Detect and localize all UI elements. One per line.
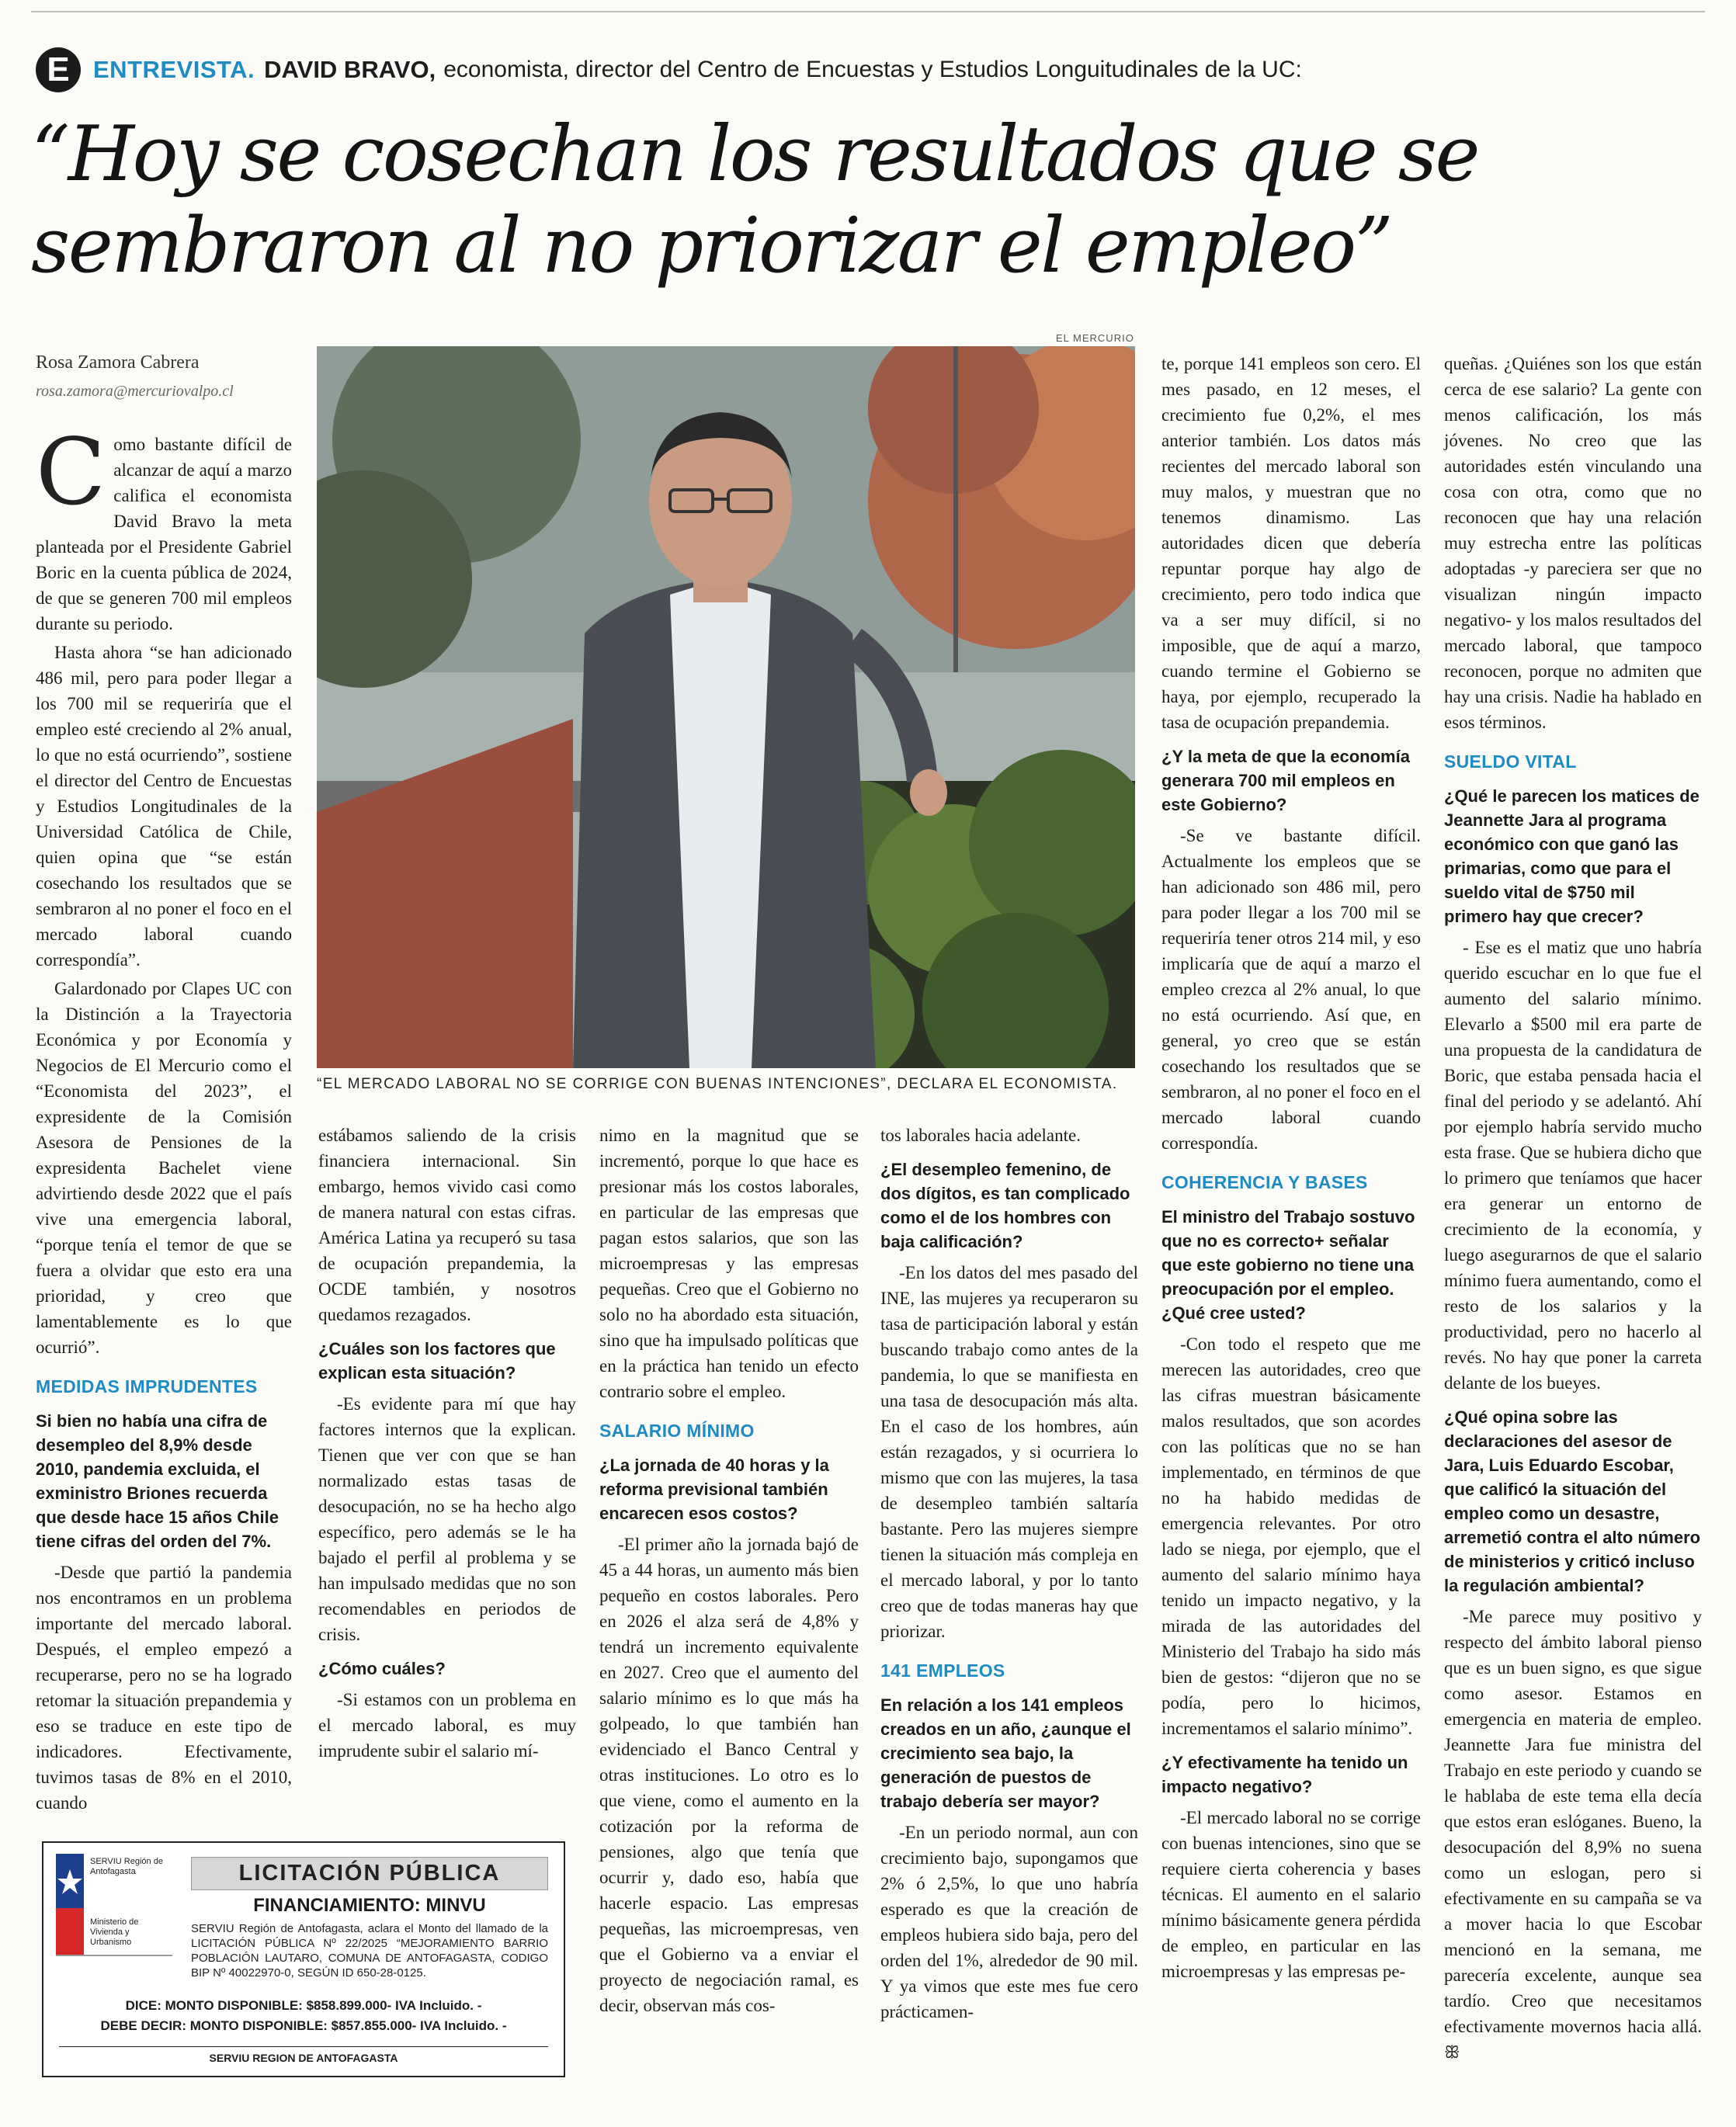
subheading-salario: SALARIO MÍNIMO — [599, 1421, 755, 1441]
ad-body: SERVIU Región de Antofagasta, aclara el Monto del llamado de la LICITACIÓN PÚBLICA Nº 22/2025 “MEJORAMIENTO BARRIO POBLACIÓN LAUTARO, COMUNA DE ANTOFAGASTA, CODIGO BIP Nº 40022970-0, SEGÚN ID 650-28-0125. — [191, 1922, 548, 1980]
column-2 — [318, 1122, 576, 1767]
subheading-empleos: 141 EMPLEOS — [880, 1660, 1005, 1681]
column-3 — [599, 1122, 859, 2021]
column-4 — [880, 1122, 1138, 2028]
question: ¿Cuáles son los factores que explican esta situación? — [318, 1339, 556, 1383]
column-6 — [1444, 351, 1702, 2069]
question: El ministro del Trabajo sostuvo que no es correcto+ señalar que este gobierno no tiene una preocupación por el empleo. ¿Qué cree usted? — [1161, 1207, 1415, 1323]
answer: -Desde que partió la pandemia nos encontramos en un problema importante del mercado laboral. Después, el empleo empezó a recuperarse, pero no se ha logrado retomar la situación prepandemia y eso se traduce en este tipo de indicadores. Efectivamente, tuvimos tasas de 8% en el 2010, cuando — [36, 1563, 292, 1813]
answer-text: -Me parece muy positivo y respecto del ámbito laboral pienso que es un buen signo, es que sigue como asesor. Estamos en emergencia en materia de empleo. Jeannette Jara fue ministra del Trabajo en este periodo y cuando se le hablaba de este tema ella decía que estos eran eslóganes. Bueno, la desocupación del 8,9% no suena como un eslogan, pero si efectivamente en su campaña se va a mover hacia lo que Escobar mencionó en la semana, me parecería excelente, aunque sea tardío. Creo que necesitamos efectivamente movernos hacia allá. — [1444, 1607, 1702, 2036]
author-email: rosa.zamora@mercuriovalpo.cl — [36, 383, 234, 400]
logo-agency-text: SERVIU Región de Antofagasta — [90, 1857, 163, 1876]
ad-dice: DICE: MONTO DISPONIBLE: $858.899.000- IVA Incluido. - — [125, 1998, 482, 2013]
column-5 — [1161, 351, 1421, 1987]
logo-ministry-text: Ministerio de Vivienda y Urbanismo — [90, 1917, 139, 1947]
section-badge: E — [36, 47, 81, 92]
subheading-sueldo: SUELDO VITAL — [1444, 751, 1577, 772]
answer: -Se ve bastante difícil. Actualmente los empleos que se han adicionado son 486 mil, pero para poder llegar a los 700 mil se requeriría tener otros 214 mil, y eso implicaría que de aquí a marzo el empleo crezca al 2% anual, lo que no está ocurriendo. Así que, en general, yo creo que se están cosechando los resultados que se sembraron, al no poner el foco en el mercado laboral cuando correspondía. — [1161, 826, 1421, 1153]
headline: “Hoy se cosechan los resultados que se sembraron al no priorizar el empleo” — [31, 110, 1479, 290]
answer: -Es evidente para mí que hay factores internos que la explican. Tienen que ver con que se han normalizado estas tasas de desocupación, no se ha hecho algo específico, pero además se le ha bajado el perfil al problema y se han impulsado medidas que no son recomendables en periodos de crisis. — [318, 1394, 576, 1644]
question: ¿Qué opina sobre las declaraciones del asesor de Jara, Luis Eduardo Escobar, que calificó la situación del empleo como un desastre, arremetió contra el alto número de ministerios y criticó incluso la regulación ambiental? — [1444, 1407, 1701, 1595]
question: ¿La jornada de 40 horas y la reforma previsional también encarecen esos costos? — [599, 1456, 829, 1523]
interviewee-description: economista, director del Centro de Encuestas y Estudios Longuitudinales de la UC: — [443, 57, 1302, 82]
column-1 — [36, 418, 292, 1819]
paragraph: nimo en la magnitud que se incrementó, porque lo que hace es presionar más los costos laborales, en particular de las empresas que pagan estos salarios, que son las microempresas y las empresas pequeñas. Creo que el Gobierno no solo no ha abordado esta situación, sino que ha impulsado políticas que en la práctica han tenido un efecto contrario sobre el empleo. — [599, 1126, 859, 1401]
interviewee-photo — [317, 346, 1135, 1068]
question: ¿Y la meta de que la economía generara 700 mil empleos en este Gobierno? — [1161, 747, 1410, 814]
byline — [36, 352, 300, 401]
paragraph: tos laborales hacia adelante. — [880, 1126, 1081, 1145]
question: ¿Y efectivamente ha tenido un impacto negativo? — [1161, 1753, 1408, 1796]
question: ¿Qué le parecen los matices de Jeannette Jara al programa económico con que ganó las primarias, como que para el sueldo vital de $750 mil primero hay que crecer? — [1444, 786, 1700, 926]
drop-cap: C — [36, 418, 106, 526]
lead-paragraph: omo bastante difícil de alcanzar de aquí a marzo califica el economista David Bravo la meta planteada por el Presidente Gabriel Boric en la cuenta pública de 2024, de que se generen 700 mil empleos durante su periodo. — [36, 435, 292, 633]
end-mark-icon: ꕥ — [1444, 2043, 1460, 2063]
ad-title: LICITACIÓN PÚBLICA — [191, 1857, 548, 1890]
ad-content — [191, 1857, 548, 1980]
answer: -Con todo el respeto que me merecen las autoridades, creo que las cifras muestran básicamente malos resultados, que son acordes con las políticas que no se han implementado, en términos de que no ha habido medidas de emergencia relevantes. Por otro lado se niega, por ejemplo, que el aumento del salario mínimo haya tenido un impacto negativo, y la mirada de las autoridades del Ministerio del Trabajo ha sido más bien de gestos: “dijeron que no se podía, pero lo hicimos, incrementamos el salario mínimo”. — [1161, 1334, 1421, 1738]
answer: - Ese es el matiz que uno habría querido escuchar en lo que fue el aumento del salario mínimo. Elevarlo a $500 mil era parte de una propuesta de la candidatura de Boric, que estaba pensada hacia el final del periodo y se adelantó. Ahí por ejemplo habría servido mucho esta frase. Que se hubiera dicho que lo primero que teníamos que hacer era generar un entorno de crecimiento de la economía, y luego asegurarnos de que el salario mínimo fuera aumentando, como el resto de los salarios y la productividad, pero no hacerlo al revés. No hay que poner la carreta delante de los bueyes. — [1444, 938, 1702, 1393]
answer: -El primer año la jornada bajó de 45 a 44 horas, un aumento más bien pequeño en costos laborales. Pero en 2026 el alza será de 4,8% y tendrá un incremento equivalente en 2027. Creo que el aumento del salario mínimo es lo que más ha golpeado, lo que también han evidenciado el Banco Central y otras instituciones. Lo otro es lo que viene, como el aumento en la cotización por la reforma de pensiones, algo que tenía que ocurrir y, dado eso, había que hacerle espacio. Las empresas pequeñas, las microempresas, ven que el Gobierno va a enviar el proyecto de negociación ramal, es decir, observan más cos- — [599, 1535, 859, 2015]
photo-caption: “EL MERCADO LABORAL NO SE CORRIGE CON BUENAS INTENCIONES”, DECLARA EL ECONOMISTA. — [317, 1076, 1118, 1092]
answer: -En los datos del mes pasado del INE, las mujeres ya recuperaron su tasa de participación laboral y están buscando trabajo como antes de la pandemia, lo que se manifiesta en una tasa de desocupación más alta. En el caso de los hombres, aún están rezagados, y si ocurriera lo mismo que con las mujeres, la tasa de desempleo también saltaría bastante. Pero las mujeres siempre tienen la situación más compleja en el mercado laboral, y por lo tanto creo que de todas maneras hay que priorizar. — [880, 1263, 1138, 1641]
paragraph: estábamos saliendo de la crisis financiera internacional. Sin embargo, hemos vivido casi como de manera natural con estas cifras. América Latina ya recuperó su tasa de ocupación prepandemia, la OCDE también, y nosotros quedamos rezagados. — [318, 1126, 576, 1324]
answer — [1444, 1604, 1702, 2066]
paragraph: Hasta ahora “se han adicionado 486 mil, pero para poder llegar a los 700 mil se requeriría que el empleo esté creciendo al 2% anual, lo que no está ocurriendo”, sostiene el director del Centro de Encuestas y Estudios Longitudinales de la Universidad Católica de Chile, quien opina que “se están cosechando los resultados que se sembraron al no poner el foco en el mercado laboral cuando correspondía”. — [36, 643, 292, 970]
interviewee-name: DAVID BRAVO, — [264, 56, 436, 83]
subheading-coherencia: COHERENCIA Y BASES — [1161, 1172, 1368, 1192]
ad-footer: SERVIU REGION DE ANTOFAGASTA — [59, 2046, 548, 2064]
answer: -Si estamos con un problema en el mercado laboral, es muy imprudente subir el salario mí- — [318, 1690, 576, 1761]
paragraph: Galardonado por Clapes UC con la Distinción a la Trayectoria Económica y por Economía y Negocios de El Mercurio como el “Economista del 2023”, el expresidente de la Comisión Asesora de Pensiones de la expresidenta Bachelet viene advirtiendo desde 2022 que el país vive una emergencia laboral, “porque tenía el temor de que se fuera a olvidar que esto era una prioridad, y creo que lamentablemente es lo que ocurrió”. — [36, 979, 292, 1357]
author-name: Rosa Zamora Cabrera — [36, 352, 200, 373]
question: Si bien no había una cifra de desempleo del 8,9% desde 2010, pandemia excluida, el exministro Briones recuerda que desde hace 15 años Chile tiene cifras del orden del 7%. — [36, 1411, 279, 1551]
question: ¿Cómo cuáles? — [318, 1659, 446, 1678]
subheading-medidas: MEDIDAS IMPRUDENTES — [36, 1376, 258, 1397]
answer: -En un periodo normal, aun con crecimiento bajo, supongamos que 2% ó 2,5%, lo que uno habría esperado es que la creación de empleos hubiera sido baja, pero del orden del 1%, alrededor de 90 mil. Y ya vimos que este mes fue cero prácticamen- — [880, 1823, 1138, 2021]
ad-debe-decir: DEBE DECIR: MONTO DISPONIBLE: $857.855.000- IVA Incluido. - — [100, 2018, 507, 2033]
section-label: ENTREVISTA. — [93, 56, 255, 83]
top-rule — [31, 11, 1705, 12]
kicker — [36, 45, 1302, 95]
question: En relación a los 141 empleos creados en un año, ¿aunque el crecimiento sea bajo, la generación de puestos de trabajo debería ser mayor? — [880, 1695, 1131, 1811]
answer: -El mercado laboral no se corrige con buenas intenciones, sino que se requiere cierta coherencia y bases técnicas. El aumento en el salario mínimo básicamente genera pérdida de empleo, en particular en las microempresas y las empresas pe- — [1161, 1808, 1421, 1981]
question: ¿El desempleo femenino, de dos dígitos, es tan complicado como el de los hombres con baja calificación? — [880, 1160, 1130, 1251]
public-tender-ad — [42, 1841, 565, 2077]
paragraph: te, porque 141 empleos son cero. El mes pasado, en 12 meses, el crecimiento fue 0,2%, el mes anterior también. Los datos más recientes del mercado laboral son muy malos, y muestran que no tenemos dinamismo. Las autoridades dicen que debería repuntar porque hay algo de crecimiento, pero todo indica que va a ser muy difícil, si no imposible, que de aquí a marzo, cuando termine el Gobierno se haya, por ejemplo, recuperado la tasa de ocupación prepandemia. — [1161, 354, 1421, 732]
paragraph: queñas. ¿Quiénes son los que están cerca de ese salario? La gente con menos calificación, los más jóvenes. No creo que las autoridades estén vinculando una cosa con otra, como que no reconocen que hay una relación muy estrecha entre las políticas adoptadas -y pareciera ser que no visualizan ningún impacto negativo- y los malos resultados del mercado laboral, que tampoco reconocen, porque no admiten que hay una crisis. Nadie ha hablado en esos términos. — [1444, 354, 1702, 732]
ad-financing: FINANCIAMIENTO: MINVU — [253, 1895, 486, 1916]
photo-credit: EL MERCURIO — [1056, 332, 1134, 344]
